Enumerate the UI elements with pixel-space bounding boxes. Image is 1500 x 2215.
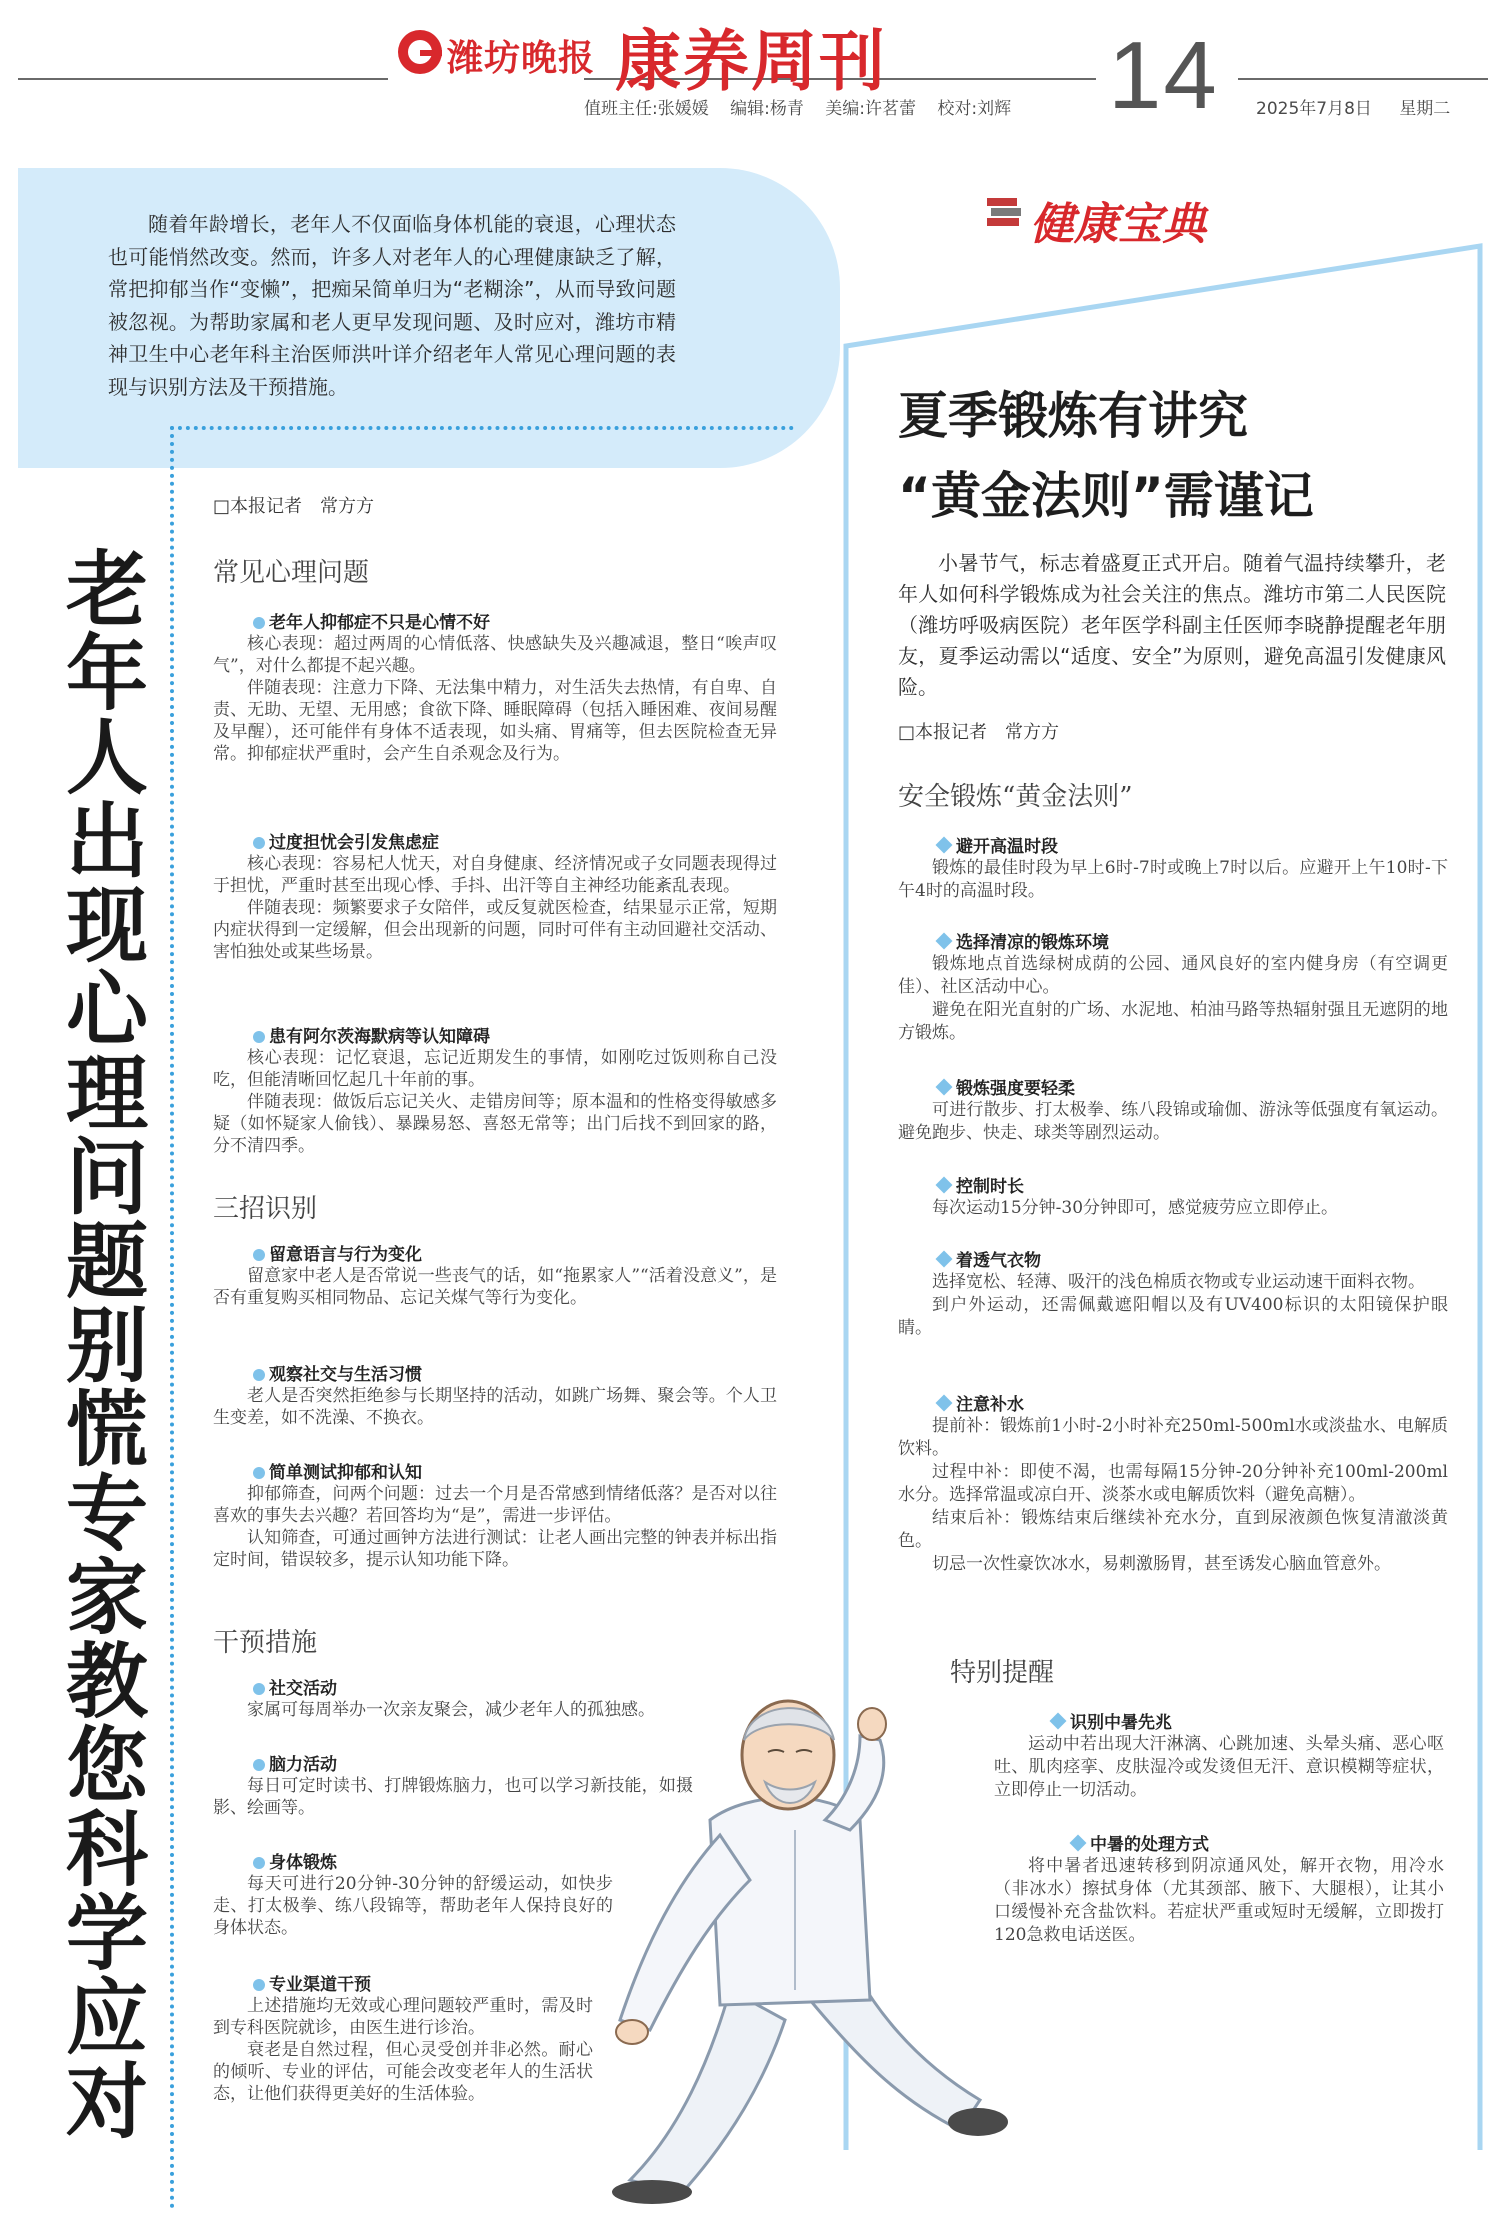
credit-art: 美编:许茗蕾 <box>825 99 917 119</box>
left-paragraph: 伴随表现：注意力下降、无法集中精力，对生活失去热情，有自卑、自责、无助、无望、无用感；食欲下降、睡眠障碍（包括入睡困难、夜间易醒及早醒），还可能伴有身体不适表现，如头痛、胃痛等，但去医院检查无异常。抑郁症状严重时，会产生自杀观念及行为。 <box>213 678 777 764</box>
left-item <box>213 1022 777 1157</box>
right-item-title: 中暑的处理方式 <box>1072 1830 1444 1855</box>
left-paragraph: 核心表现：记忆衰退，忘记近期发生的事情，如刚吃过饭则称自己没吃，但能清晰回忆起几十年前的事。 <box>213 1048 777 1090</box>
left-paragraph: 每天可进行20分钟-30分钟的舒缓运动，如快步走、打太极拳、练八段锦等，帮助老年人保持良好的身体状态。 <box>213 1874 613 1938</box>
credit-editor: 编辑:杨青 <box>730 99 804 119</box>
right-item <box>898 1390 1448 1576</box>
tai-chi-elder-illustration <box>560 1660 1080 2210</box>
left-item-title: 观察社交与生活习惯 <box>253 1360 777 1385</box>
right-item <box>898 832 1448 903</box>
left-paragraph: 伴随表现：做饭后忘记关火、走错房间等；原本温和的性格变得敏感多疑（如怀疑家人偷钱）、暴躁易怒、喜怒无常等；出门后找不到回家的路，分不清四季。 <box>213 1092 777 1156</box>
right-paragraph: 结束后补：锻炼结束后继续补充水分，直到尿液颜色恢复清澈淡黄色。 <box>898 1508 1448 1551</box>
right-section-title: 特别提醒 <box>950 1658 1055 1688</box>
masthead-rule-left <box>18 78 388 80</box>
right-paragraph: 避免在阳光直射的广场、水泥地、柏油马路等热辐射强且无遮阴的地方锻炼。 <box>898 1000 1448 1043</box>
right-paragraph: 提前补：锻炼前1小时-2小时补充250ml-500ml水或淡盐水、电解质饮料。 <box>898 1416 1448 1459</box>
right-intro-text: 小暑节气，标志着盛夏正式开启。随着气温持续攀升，老年人如何科学锻炼成为社会关注的焦点。潍坊市第二人民医院（潍坊呼吸病医院）老年医学科副主任医师李晓静提醒老年朋友，夏季运动需以“适度、安全”为原则，避免高温引发健康风险。 <box>898 551 1446 699</box>
right-item-title: 着透气衣物 <box>938 1246 1448 1271</box>
right-headline <box>898 376 1418 536</box>
right-paragraph: 每次运动15分钟-30分钟即可，感觉疲劳应立即停止。 <box>932 1198 1339 1218</box>
credit-proof: 校对:刘辉 <box>937 99 1012 119</box>
left-paragraph: 伴随表现：频繁要求子女陪伴，或反复就医检查，结果显示正常，短期内症状得到一定缓解，但会出现新的问题，同时可伴有主动回避社交活动、害怕独处或某些场景。 <box>213 898 777 962</box>
page-number: 14 <box>1108 22 1219 129</box>
masthead-rule-right <box>1238 78 1488 80</box>
right-item-title: 识别中暑先兆 <box>1052 1708 1444 1733</box>
left-headline: 老年人出现心理问题别慌 专家教您科学应对 <box>65 542 148 2150</box>
date-text: 2025年7月8日 <box>1256 99 1372 119</box>
right-paragraph: 锻炼地点首选绿树成荫的公园、通风良好的室内健身房（有空调更佳）、社区活动中心。 <box>898 954 1448 997</box>
left-paragraph: 衰老是自然过程，但心灵受创并非必然。耐心的倾听、专业的评估，可能会改变老年人的生活状态，让他们获得更美好的生活体验。 <box>213 2040 593 2104</box>
column-name: 健康宝典 <box>1030 199 1206 250</box>
right-item <box>898 1074 1448 1145</box>
left-byline: □本报记者 常方方 <box>213 496 375 517</box>
left-paragraph: 每日可定时读书、打牌锻炼脑力，也可以学习新技能，如摄影、绘画等。 <box>213 1776 693 1818</box>
left-item-title: 患有阿尔茨海默病等认知障碍 <box>253 1022 777 1047</box>
left-item <box>213 1970 593 2105</box>
left-item-title: 留意语言与行为变化 <box>253 1240 777 1265</box>
left-item-title: 身体锻炼 <box>253 1848 613 1873</box>
left-paragraph: 认知筛查，可通过画钟方法进行测试：让老人画出完整的钟表并标出指定时间，错误较多，提示认知功能下降。 <box>213 1528 777 1570</box>
left-item-title: 脑力活动 <box>253 1750 693 1775</box>
paper-name: 潍坊晚报 <box>447 37 596 79</box>
right-item-title: 避开高温时段 <box>938 832 1448 857</box>
right-item-title: 选择清凉的锻炼环境 <box>938 928 1448 953</box>
left-section-title: 干预措施 <box>213 1628 318 1658</box>
right-paragraph: 运动中若出现大汗淋漓、心跳加速、头晕头痛、恶心呕吐、肌肉痉挛、皮肤湿冷或发烫但无汗、意识模糊等症状，立即停止一切活动。 <box>994 1734 1444 1800</box>
left-section-title: 常见心理问题 <box>213 558 370 588</box>
right-headline-line1: 夏季锻炼有讲究 <box>898 387 1248 445</box>
left-item-title: 老年人抑郁症不只是心情不好 <box>253 608 777 633</box>
right-paragraph: 到户外运动，还需佩戴遮阳帽以及有UV400标识的太阳镜保护眼睛。 <box>898 1295 1448 1338</box>
left-item-title: 简单测试抑郁和认知 <box>253 1458 777 1483</box>
left-item <box>213 1848 613 1939</box>
right-headline-line2: “黄金法则”需谨记 <box>898 467 1314 525</box>
left-paragraph: 核心表现：容易杞人忧天，对自身健康、经济情况或子女同题表现得过于担忧，严重时甚至出现心悸、手抖、出汗等自主神经功能紊乱表现。 <box>213 854 777 896</box>
left-item <box>213 1360 777 1429</box>
left-paragraph: 上述措施均无效或心理问题较严重时，需及时到专科医院就诊，由医生进行诊治。 <box>213 1996 593 2038</box>
left-item <box>213 828 777 963</box>
editor-credits <box>584 94 1027 119</box>
right-item-title: 控制时长 <box>938 1172 1448 1197</box>
right-paragraph: 锻炼的最佳时段为早上6时-7时或晚上7时以后。应避开上午10时-下午4时的高温时段。 <box>898 858 1448 901</box>
left-item-title: 专业渠道干预 <box>253 1970 593 1995</box>
right-paragraph: 将中暑者迅速转移到阴凉通风处，解开衣物，用冷水（非冰水）擦拭身体（尤其颈部、腋下、大腿根），让其小口缓慢补充含盐饮料。若症状严重或短时无缓解，立即拨打120急救电话送医。 <box>994 1856 1444 1945</box>
right-byline: □本报记者 常方方 <box>898 722 1060 743</box>
right-paragraph: 可进行散步、打太极拳、练八段锦或瑜伽、游泳等低强度有氧运动。避免跑步、快走、球类等剧烈运动。 <box>898 1100 1448 1143</box>
newspaper-logo-icon <box>398 30 442 74</box>
left-paragraph: 家属可每周举办一次亲友聚会，减少老年人的孤独感。 <box>247 1700 655 1720</box>
masthead <box>0 0 1500 130</box>
left-intro-text: 随着年龄增长，老年人不仅面临身体机能的衰退，心理状态也可能悄然改变。然而，许多人对老年人的心理健康缺乏了解，常把抑郁当作“变懒”，把痴呆简单归为“老糊涂”，从而导致问题被忽视。为帮助家属和老人更早发现问题、及时应对，潍坊市精神卫生中心老年科主治医师洪叶详介绍老年人常见心理问题的表现与识别方法及干预措施。 <box>108 212 676 399</box>
left-paragraph: 核心表现：超过两周的心情低落、快感缺失及兴趣减退，整日“唉声叹气”，对什么都提不起兴趣。 <box>213 634 777 676</box>
publication-date <box>1256 94 1450 119</box>
left-section-title: 三招识别 <box>213 1194 318 1224</box>
left-item <box>213 608 777 765</box>
credit-duty: 值班主任:张媛媛 <box>584 99 709 119</box>
left-paragraph: 留意家中老人是否常说一些丧气的话，如“拖累家人”“活着没意义”，是否有重复购买相同物品、忘记关煤气等行为变化。 <box>213 1266 777 1308</box>
right-item-title: 注意补水 <box>938 1390 1448 1415</box>
right-item <box>898 1246 1448 1340</box>
left-item <box>213 1458 777 1571</box>
right-item-title: 锻炼强度要轻柔 <box>938 1074 1448 1099</box>
right-item <box>898 1172 1448 1220</box>
right-section-title: 安全锻炼“黄金法则” <box>898 782 1133 812</box>
left-paragraph: 老人是否突然拒绝参与长期坚持的活动，如跳广场舞、聚会等。个人卫生变差，如不洗澡、不换衣。 <box>213 1386 777 1428</box>
right-paragraph: 切忌一次性豪饮冰水，易刺激肠胃，甚至诱发心脑血管意外。 <box>932 1554 1391 1574</box>
supplement-name: 康养周刊 <box>615 22 887 100</box>
left-paragraph: 抑郁筛查，问两个问题：过去一个月是否常感到情绪低落？是否对以往喜欢的事失去兴趣？若回答均为“是”，需进一步评估。 <box>213 1484 777 1526</box>
right-paragraph: 选择宽松、轻薄、吸汗的浅色棉质衣物或专业运动速干面料衣物。 <box>932 1272 1425 1292</box>
left-item-title: 社交活动 <box>253 1674 713 1699</box>
book-stack-icon <box>985 192 1025 232</box>
right-paragraph: 过程中补：即使不渴，也需每隔15分钟-20分钟补充100ml-200ml水分。选择常温或凉白开、淡茶水或电解质饮料（避免高糖）。 <box>898 1462 1448 1505</box>
left-item <box>213 1240 777 1309</box>
left-item-title: 过度担忧会引发焦虑症 <box>253 828 777 853</box>
right-item <box>898 928 1448 1045</box>
weekday-text: 星期二 <box>1399 99 1451 119</box>
